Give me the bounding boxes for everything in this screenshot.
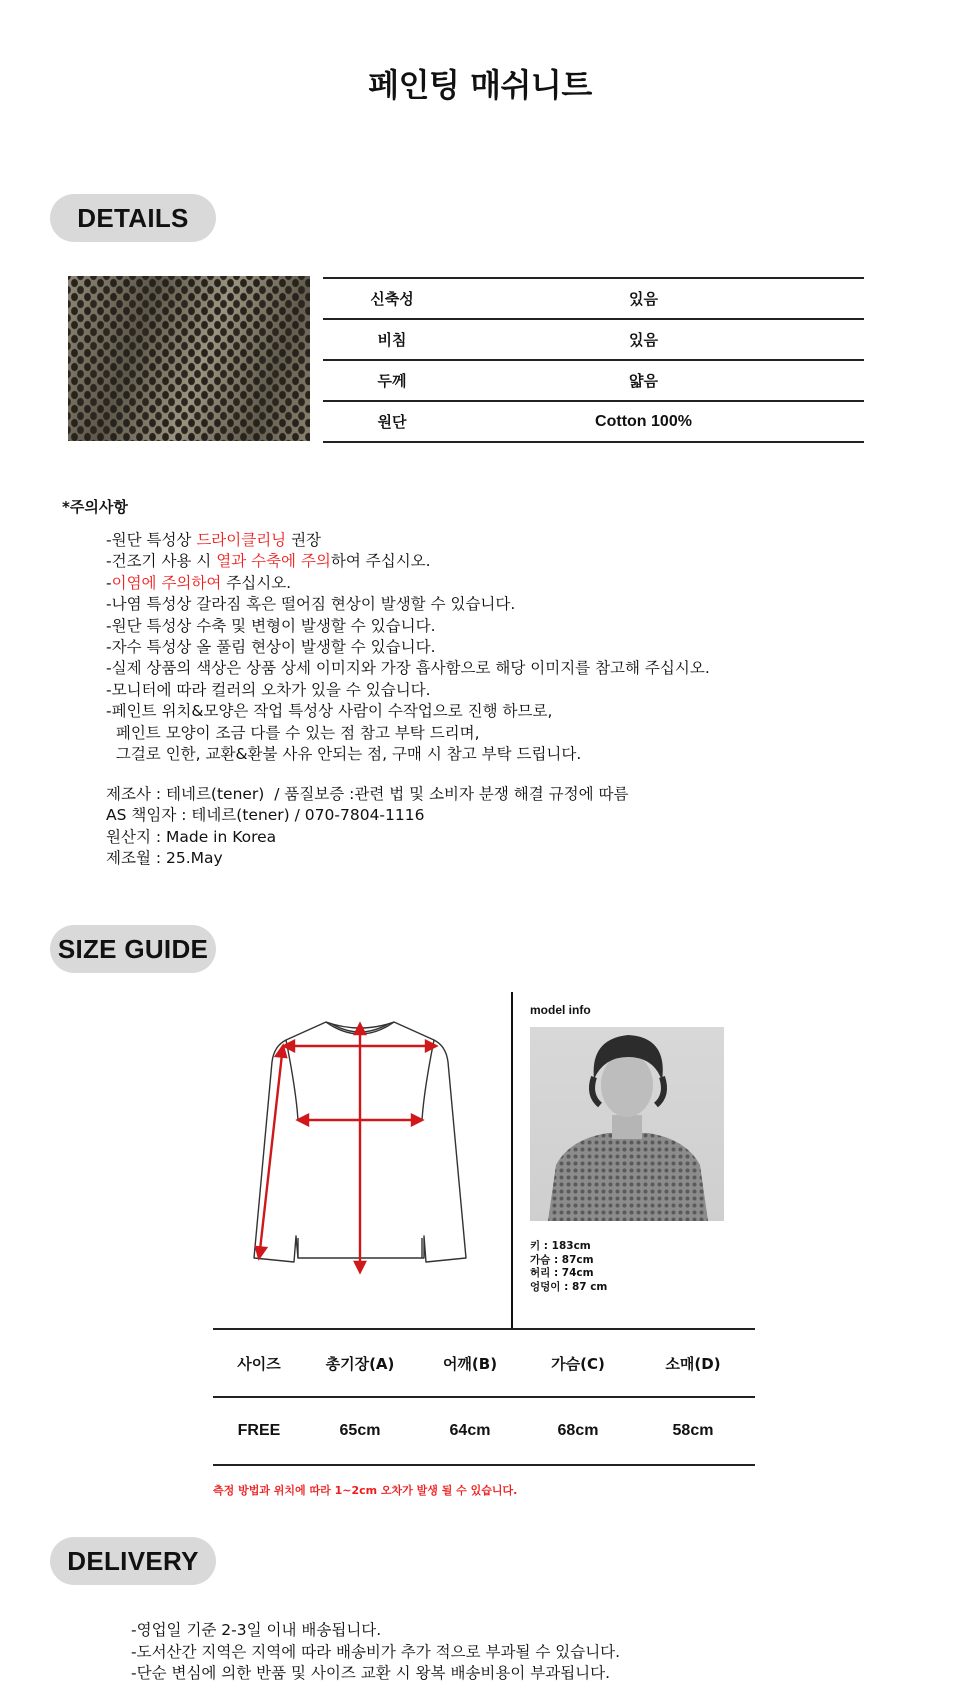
details-value: 얇음 — [629, 372, 658, 390]
info-line: 제조월 : 25.May — [106, 849, 223, 868]
notice-list — [106, 530, 710, 765]
notice-line: -이염에 주의하여 주십시오. — [106, 573, 292, 592]
details-section-pill: DETAILS — [50, 194, 216, 242]
notice-highlight: 열과 수축에 주의 — [216, 552, 331, 571]
fabric-swatch-image — [68, 276, 310, 441]
delivery-line: -영업일 기준 2-3일 이내 배송됩니다. — [131, 1621, 382, 1639]
details-key: 신축성 — [370, 290, 414, 308]
page-title: 페인팅 매쉬니트 — [368, 66, 592, 104]
size-cell: 65cm — [339, 1422, 381, 1439]
delivery-line: -도서산간 지역은 지역에 따라 배송비가 추가 적으로 부과될 수 있습니다. — [131, 1642, 621, 1661]
size-header: 총기장(A) — [325, 1354, 395, 1373]
size-cell: 58cm — [672, 1422, 714, 1439]
left-armhole — [286, 1040, 298, 1120]
size-table-row — [213, 1397, 755, 1465]
details-value: 있음 — [629, 331, 658, 349]
info-line: AS 책임자 : 테네르(tener) / 070-7804-1116 — [106, 806, 425, 825]
notice-line: -페인트 위치&모양은 작업 특성상 사람이 수작업으로 진행 하므로, — [106, 702, 553, 721]
size-header: 소매(D) — [665, 1354, 721, 1373]
details-key: 비침 — [377, 331, 407, 349]
model-stats — [530, 1240, 607, 1294]
delivery-info — [131, 1620, 620, 1685]
model-stat: 엉덩이 : 87 cm — [530, 1280, 608, 1293]
notice-line: -실제 상품의 색상은 상품 상세 이미지와 가장 흡사함으로 해당 이미지를 참고해 주십시오. — [106, 659, 710, 678]
size-table — [213, 1328, 755, 1466]
right-armhole — [422, 1040, 434, 1120]
size-header: 가슴(C) — [551, 1354, 605, 1373]
model-stat: 키 : 183cm — [530, 1240, 591, 1252]
notice-line: 페인트 모양이 조금 다를 수 있는 점 참고 부탁 드리며, — [106, 723, 480, 742]
size-divider — [511, 992, 513, 1330]
notice-line: -원단 특성상 수축 및 변형이 발생할 수 있습니다. — [106, 616, 436, 635]
size-cell: FREE — [237, 1422, 281, 1439]
model-photo — [530, 1027, 724, 1221]
notice-line: -나염 특성상 갈라짐 혹은 떨어짐 현상이 발생할 수 있습니다. — [106, 595, 516, 614]
garment-flat-sketch — [240, 1010, 480, 1280]
product-info — [106, 784, 628, 870]
size-cell: 68cm — [557, 1422, 599, 1439]
notice-line: -건조기 사용 시 열과 수축에 주의하여 주십시오. — [106, 552, 431, 571]
notice-highlight: 이염에 주의하여 — [111, 573, 222, 592]
details-row — [323, 319, 864, 360]
notice-line: -자수 특성상 올 풀림 현상이 발생할 수 있습니다. — [106, 638, 436, 657]
size-table-header-row — [213, 1329, 755, 1397]
delivery-section-pill: DELIVERY — [50, 1537, 216, 1585]
details-row — [323, 360, 864, 401]
notice-heading: *주의사항 — [62, 498, 128, 516]
model-stat: 허리 : 74cm — [530, 1267, 594, 1279]
info-line: 원산지 : Made in Korea — [106, 827, 277, 846]
model-stat: 가슴 : 87cm — [530, 1253, 594, 1266]
notice-highlight: 드라이클리닝 — [196, 531, 287, 549]
delivery-line: -단순 변심에 의한 반품 및 사이즈 교환 시 왕복 배송비용이 부과됩니다. — [131, 1664, 611, 1682]
size-header: 사이즈 — [237, 1354, 281, 1373]
info-line: 제조사 : 테네르(tener) / 품질보증 :관련 법 및 소비자 분쟁 해결 규정에 따름 — [106, 785, 629, 803]
model-info-label: model info — [530, 1003, 591, 1017]
size-tolerance-note: 측정 방법과 위치에 따라 1~2cm 오차가 발생 될 수 있습니다. — [213, 1484, 518, 1497]
details-key: 원단 — [377, 413, 407, 431]
notice-line: 그걸로 인한, 교환&환불 사유 안되는 점, 구매 시 참고 부탁 드립니다. — [106, 745, 582, 764]
details-table — [323, 277, 864, 443]
details-row — [323, 278, 864, 319]
details-row — [323, 401, 864, 442]
size-guide-section-pill: SIZE GUIDE — [50, 925, 216, 973]
details-value: 있음 — [629, 290, 658, 308]
notice-line: -모니터에 따라 컬러의 오차가 있을 수 있습니다. — [106, 680, 431, 699]
size-cell: 64cm — [449, 1422, 491, 1439]
details-key: 두께 — [377, 372, 407, 390]
notice-line: -원단 특성상 드라이클리닝 권장 — [106, 531, 322, 549]
details-value: Cotton 100% — [595, 412, 692, 430]
size-header: 어깨(B) — [442, 1354, 498, 1373]
